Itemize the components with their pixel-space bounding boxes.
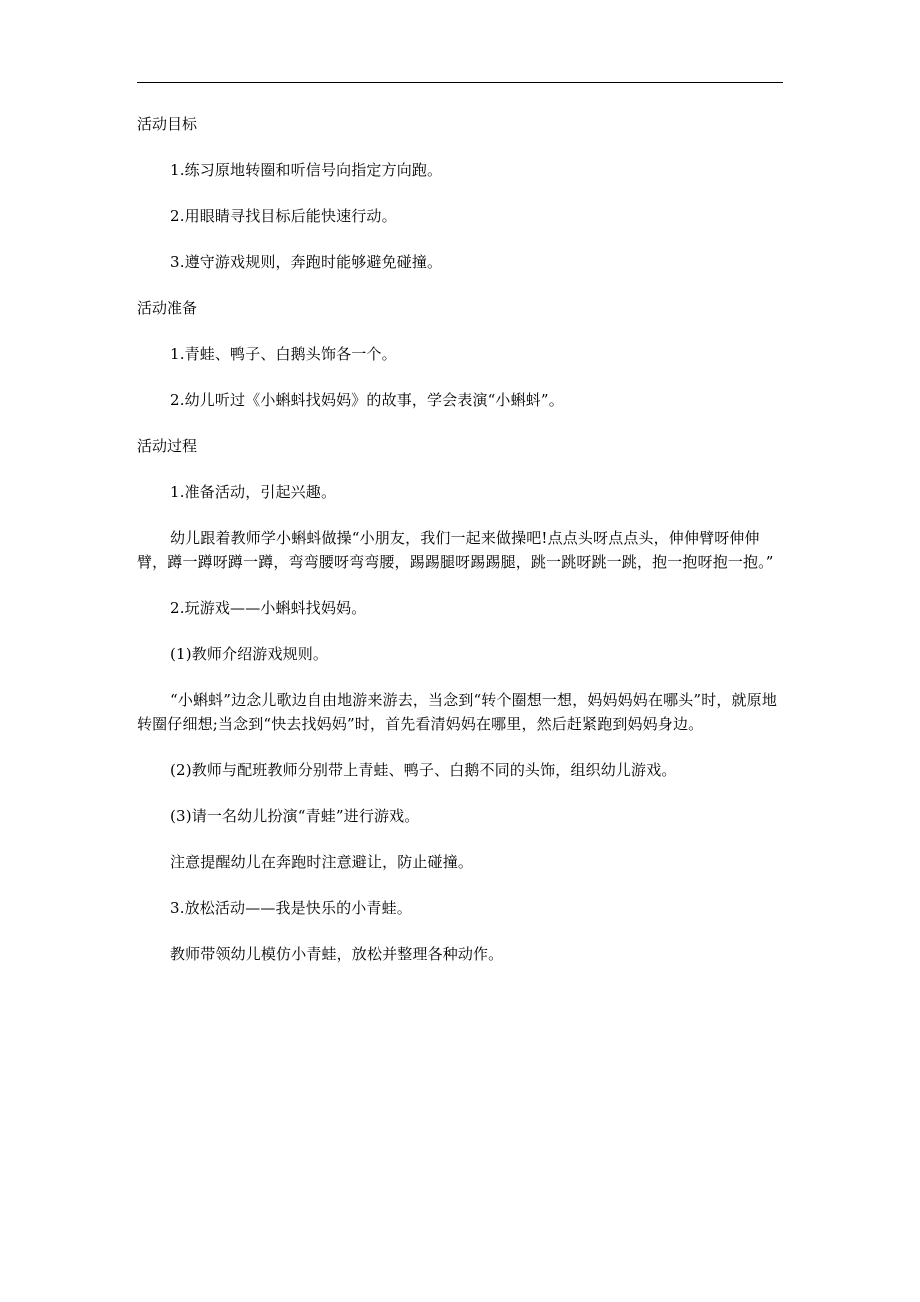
section-heading-prep: 活动准备: [137, 299, 198, 317]
process-substep: (1)教师介绍游戏规则。: [170, 645, 329, 663]
process-paragraph: 幼儿跟着教师学小蝌蚪做操“小朋友，我们一起来做操吧!点点头呀点点头，伸伸臂呀伸伸臂，蹲一蹲呀蹲一蹲，弯弯腰呀弯弯腰，踢踢腿呀踢踢腿，跳一跳呀跳一跳，抱一抱呀抱一抱。”: [137, 529, 774, 571]
goal-item: 2.用眼睛寻找目标后能快速行动。: [170, 207, 397, 225]
process-paragraph: “小蝌蚪”边念儿歌边自由地游来游去，当念到“转个圈想一想，妈妈妈妈在哪头”时，就原地转圈仔细想;当念到“快去找妈妈”时，首先看清妈妈在哪里，然后赶紧跑到妈妈身边。: [137, 691, 777, 733]
process-note: 注意提醒幼儿在奔跑时注意避让，防止碰撞。: [170, 853, 474, 871]
header-rule: [137, 82, 783, 83]
process-substep: (3)请一名幼儿扮演“青蛙”进行游戏。: [170, 807, 420, 825]
prep-item: 1.青蛙、鸭子、白鹅头饰各一个。: [170, 345, 397, 363]
process-step: 1.准备活动，引起兴趣。: [170, 483, 337, 501]
process-paragraph: 教师带领幼儿模仿小青蛙，放松并整理各种动作。: [170, 945, 504, 963]
document-body: [137, 112, 783, 988]
process-step: 2.玩游戏——小蝌蚪找妈妈。: [170, 599, 367, 617]
process-step: 3.放松活动——我是快乐的小青蛙。: [170, 899, 412, 917]
process-substep: (2)教师与配班教师分别带上青蛙、鸭子、白鹅不同的头饰，组织幼儿游戏。: [170, 761, 677, 779]
section-heading-goals: 活动目标: [137, 115, 198, 133]
goal-item: 3.遵守游戏规则，奔跑时能够避免碰撞。: [170, 253, 443, 271]
section-heading-process: 活动过程: [137, 437, 198, 455]
goal-item: 1.练习原地转圈和听信号向指定方向跑。: [170, 161, 443, 179]
prep-item: 2.幼儿听过《小蝌蚪找妈妈》的故事，学会表演“小蝌蚪”。: [170, 391, 564, 409]
